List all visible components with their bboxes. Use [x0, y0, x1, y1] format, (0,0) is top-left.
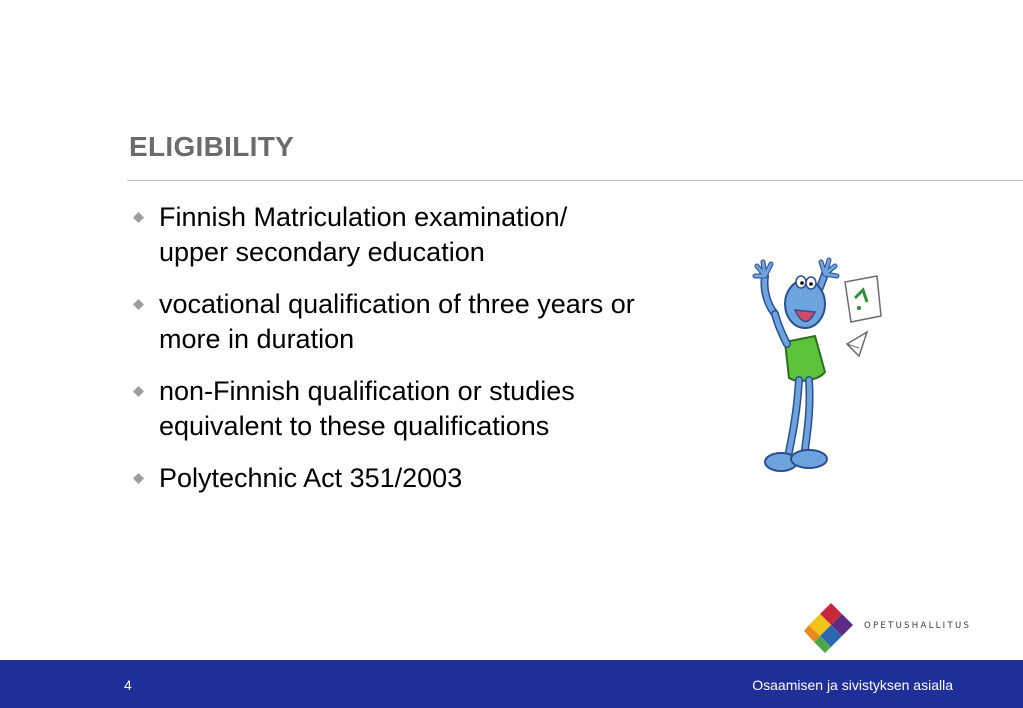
bullet-line: upper secondary education	[159, 237, 485, 267]
diamond-mosaic-logo-icon	[804, 601, 858, 653]
diamond-icon	[133, 473, 144, 484]
bullet-text	[159, 287, 731, 357]
footer-bar	[0, 660, 1023, 708]
bullet-text	[159, 374, 731, 444]
bullet-item	[131, 374, 731, 444]
bullet-item	[131, 200, 731, 270]
bullet-line: non-Finnish qualification or studies	[159, 376, 575, 406]
bullet-text	[159, 200, 731, 270]
title-divider	[127, 180, 1023, 181]
diamond-icon	[133, 299, 144, 310]
bullet-line: vocational qualification of three years or	[159, 289, 635, 319]
opetushallitus-logo	[804, 601, 974, 653]
diamond-icon	[133, 212, 144, 223]
bullet-list	[131, 200, 731, 513]
footer-tagline: Osaamisen ja sivistyksen asialla	[752, 677, 953, 693]
slide-title: ELIGIBILITY	[129, 131, 295, 162]
cheering-cartoon-figure-icon	[745, 252, 890, 482]
page-number: 4	[124, 677, 132, 693]
diamond-icon	[133, 386, 144, 397]
bullet-line: equivalent to these qualifications	[159, 411, 550, 441]
logo-text: OPETUSHALLITUS	[864, 621, 972, 631]
bullet-line: more in duration	[159, 324, 355, 354]
bullet-line: Polytechnic Act 351/2003	[159, 463, 463, 493]
bullet-item	[131, 287, 731, 357]
bullet-line: Finnish Matriculation examination/	[159, 202, 568, 232]
bullet-item	[131, 461, 731, 496]
bullet-text	[159, 461, 731, 496]
